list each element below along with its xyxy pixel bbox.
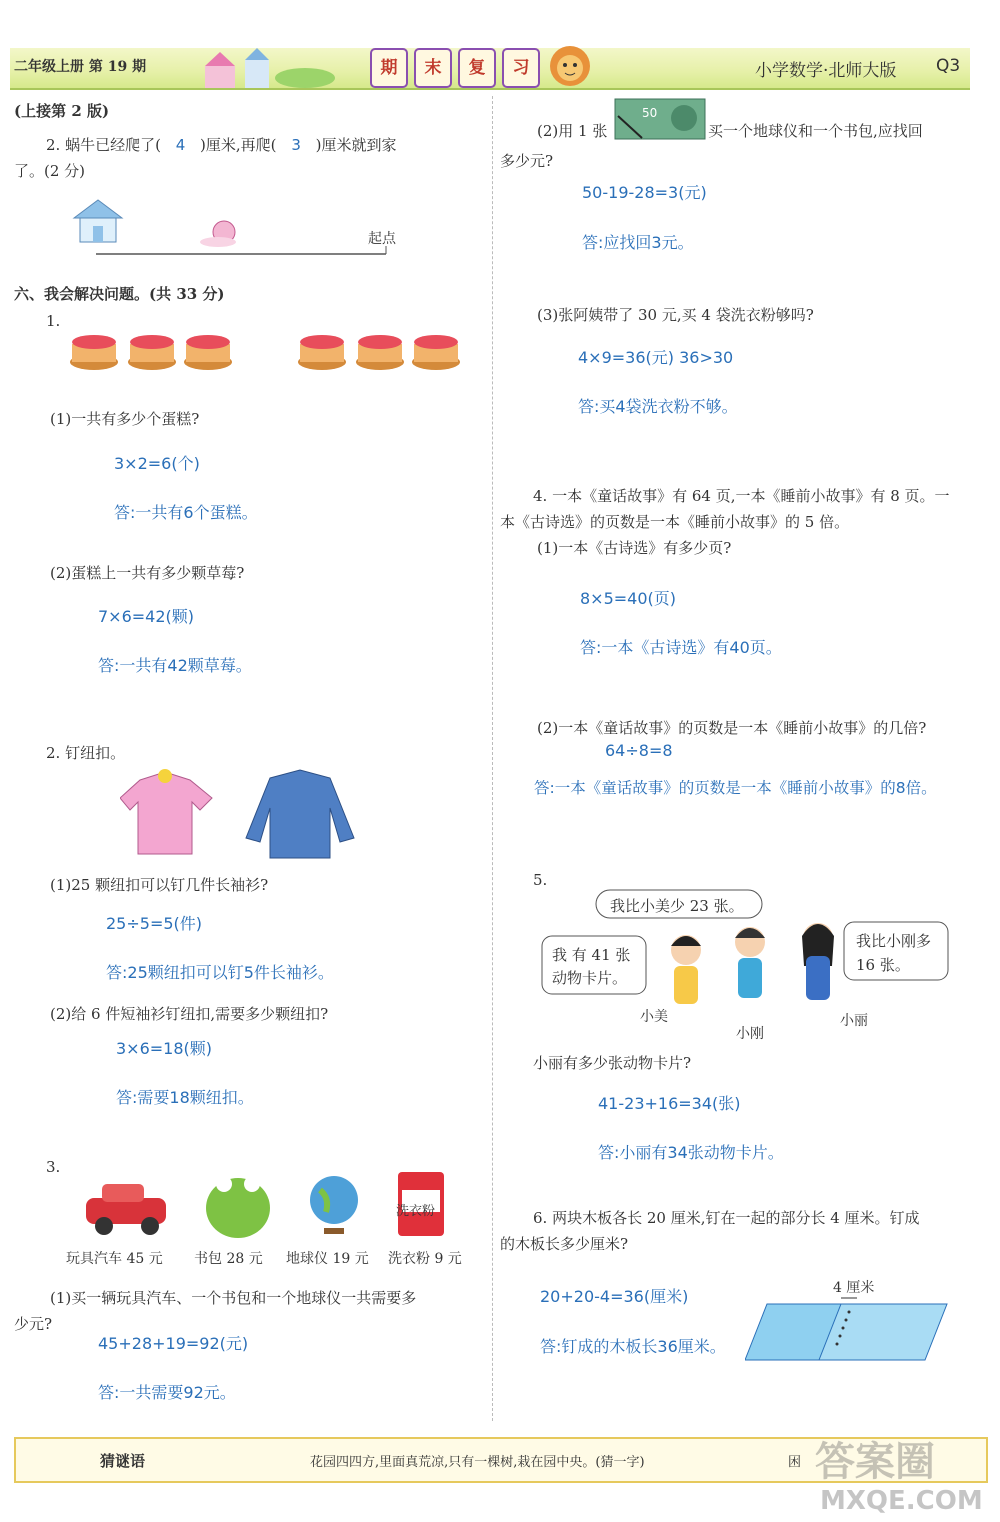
p1-s1-calc: 3×2=6(个) xyxy=(114,454,200,473)
product-powder-label: 洗衣粉 9 元 xyxy=(388,1251,462,1267)
p5-answer: 答:小丽有34张动物卡片。 xyxy=(598,1143,784,1162)
section-six-title: 六、我会解决问题。(共 33 分) xyxy=(14,285,225,303)
tile-4: 习 xyxy=(502,48,540,88)
p2-s2-question: (2)给 6 件短袖衫钉纽扣,需要多少颗纽扣? xyxy=(50,1005,329,1023)
p2-s1-answer: 答:25颗纽扣可以钉5件长袖衫。 xyxy=(106,963,334,982)
tile-3: 复 xyxy=(458,48,496,88)
globe-icon xyxy=(310,1176,358,1234)
q2-text-a: 2. 蜗牛已经爬了( xyxy=(46,136,161,154)
bubble-xiaomei-line2: 动物卡片。 xyxy=(552,969,628,987)
p2-s1-calc: 25÷5=5(件) xyxy=(106,914,203,933)
overlap-label: 4 厘米 xyxy=(833,1280,875,1296)
p3-s2-question-post: 买一个地球仪和一个书包,应找回 xyxy=(708,122,923,140)
p4-s1-question: (1)一本《古诗选》有多少页? xyxy=(537,539,732,557)
p3-s3-question: (3)张阿姨带了 30 元,买 4 袋洗衣粉够吗? xyxy=(537,306,814,324)
riddle-answer-tag: 困 xyxy=(788,1455,802,1470)
long-sleeve-jacket-icon xyxy=(246,770,354,858)
p2-s2-answer: 答:需要18颗纽扣。 xyxy=(116,1088,254,1107)
bubble-xiaogang: 我比小美少 23 张。 xyxy=(610,897,744,915)
riddle-title: 猜谜语 xyxy=(100,1452,146,1470)
tile-2: 末 xyxy=(414,48,452,88)
p3-s1-question-line1: (1)买一辆玩具汽车、一个书包和一个地球仪一共需要多 xyxy=(50,1289,417,1307)
p3-s1-calc: 45+28+19=92(元) xyxy=(98,1334,249,1353)
p5-number: 5. xyxy=(533,871,548,889)
p1-s2-calc: 7×6=42(颗) xyxy=(98,607,195,626)
powder-pack-label: 洗衣粉 xyxy=(396,1204,436,1219)
cake-icon xyxy=(128,335,176,370)
banknote-value: 50 xyxy=(642,106,658,120)
p3-s3-answer: 答:买4袋洗衣粉不够。 xyxy=(578,397,738,416)
start-label: 起点 xyxy=(368,231,396,247)
castle-decoration xyxy=(195,48,335,88)
name-xiaomei: 小美 xyxy=(640,1009,668,1025)
snail-path-figure xyxy=(66,196,396,262)
name-xiaoli: 小丽 xyxy=(840,1013,868,1029)
p6-answer: 答:钉成的木板长36厘米。 xyxy=(540,1337,726,1356)
p2-title: 2. 钉纽扣。 xyxy=(46,744,126,762)
product-car-label: 玩具汽车 45 元 xyxy=(66,1251,163,1267)
p3-number: 3. xyxy=(46,1158,61,1176)
riddle-text: 花园四四方,里面真荒凉,只有一棵树,栽在园中央。(猜一字) xyxy=(310,1455,645,1470)
p3-s2-calc: 50-19-28=3(元) xyxy=(582,183,707,202)
p6-calc: 20+20-4=36(厘米) xyxy=(540,1287,689,1306)
name-xiaogang: 小刚 xyxy=(736,1026,764,1042)
toy-car-icon xyxy=(86,1184,166,1235)
p1-s2-answer: 答:一共有42颗草莓。 xyxy=(98,656,252,675)
boards-figure xyxy=(745,1296,950,1364)
q2-text-b: )厘米,再爬( xyxy=(200,136,277,154)
cake-icon xyxy=(356,335,404,370)
p3-s2-answer: 答:应找回3元。 xyxy=(582,233,694,252)
p5-question: 小丽有多少张动物卡片? xyxy=(533,1054,692,1072)
p1-number: 1. xyxy=(46,312,61,330)
lion-mascot-icon xyxy=(548,44,592,92)
q2-answer-2: 3 xyxy=(291,136,301,154)
frog-backpack-icon xyxy=(206,1176,270,1238)
p4-s2-question: (2)一本《童话故事》的页数是一本《睡前小故事》的几倍? xyxy=(537,719,927,737)
q2-line1 xyxy=(46,134,397,155)
p3-s1-answer: 答:一共需要92元。 xyxy=(98,1383,236,1402)
p5-calc: 41-23+16=34(张) xyxy=(598,1094,741,1113)
short-sleeve-shirt-icon xyxy=(120,769,212,854)
cake-icon xyxy=(298,335,346,370)
p4-s2-answer: 答:一本《童话故事》的页数是一本《睡前小故事》的8倍。 xyxy=(534,779,937,797)
p1-s1-question: (1)一共有多少个蛋糕? xyxy=(50,410,200,428)
q2-line2: 了。(2 分) xyxy=(14,162,86,180)
p4-s1-calc: 8×5=40(页) xyxy=(580,589,677,608)
shirts-figure xyxy=(120,768,360,860)
continued-note: (上接第 2 版) xyxy=(14,102,110,120)
tile-1: 期 xyxy=(370,48,408,88)
p3-s2-question-line2: 多少元? xyxy=(500,152,554,170)
bubble-xiaoli-line2: 16 张。 xyxy=(856,956,910,974)
product-globe-label: 地球仪 19 元 xyxy=(286,1251,369,1267)
p4-s1-answer: 答:一本《古诗选》有40页。 xyxy=(580,638,782,657)
product-bag-label: 书包 28 元 xyxy=(194,1251,263,1267)
cakes-figure xyxy=(68,324,468,372)
q2-text-c: )厘米就到家 xyxy=(315,136,397,154)
banknote-50-icon xyxy=(614,98,706,140)
girl-xiaomei-icon xyxy=(671,935,701,1004)
p2-s2-calc: 3×6=18(颗) xyxy=(116,1039,213,1058)
boy-xiaogang-icon xyxy=(735,927,765,998)
p3-s3-calc: 4×9=36(元) 36>30 xyxy=(578,348,734,367)
cake-icon xyxy=(70,335,118,370)
p4-line2: 本《古诗选》的页数是一本《睡前小故事》的 5 倍。 xyxy=(500,513,850,531)
p6-line2: 的木板长多少厘米? xyxy=(500,1235,629,1253)
bubble-xiaomei-line1: 我 有 41 张 xyxy=(552,946,631,964)
p6-line1: 6. 两块木板各长 20 厘米,钉在一起的部分长 4 厘米。钉成 xyxy=(533,1209,920,1227)
watermark-site: MXQE.COM xyxy=(820,1486,983,1516)
p3-s1-question-line2: 少元? xyxy=(14,1315,53,1333)
p1-s2-question: (2)蛋糕上一共有多少颗草莓? xyxy=(50,564,245,582)
p4-s2-calc: 64÷8=8 xyxy=(605,741,673,760)
snail-icon xyxy=(200,221,236,247)
cake-icon xyxy=(412,335,460,370)
cake-icon xyxy=(184,335,232,370)
p3-s2-question-pre: (2)用 1 张 xyxy=(537,122,608,140)
edition-label: 小学数学·北师大版 xyxy=(755,61,897,81)
column-divider xyxy=(492,96,493,1421)
p2-s1-question: (1)25 颗纽扣可以钉几件长袖衫? xyxy=(50,876,269,894)
house-icon xyxy=(74,200,122,242)
q2-answer-1: 4 xyxy=(175,136,186,154)
page-code: Q3 xyxy=(936,56,961,76)
bubble-xiaoli-line1: 我比小刚多 xyxy=(856,932,932,950)
girl-xiaoli-icon xyxy=(802,923,834,1000)
p4-line1: 4. 一本《童话故事》有 64 页,一本《睡前小故事》有 8 页。一 xyxy=(533,487,950,505)
p1-s1-answer: 答:一共有6个蛋糕。 xyxy=(114,503,258,522)
watermark-logo: 答案圈 xyxy=(815,1439,935,1485)
issue-label: 二年级上册 第 19 期 xyxy=(14,59,147,75)
